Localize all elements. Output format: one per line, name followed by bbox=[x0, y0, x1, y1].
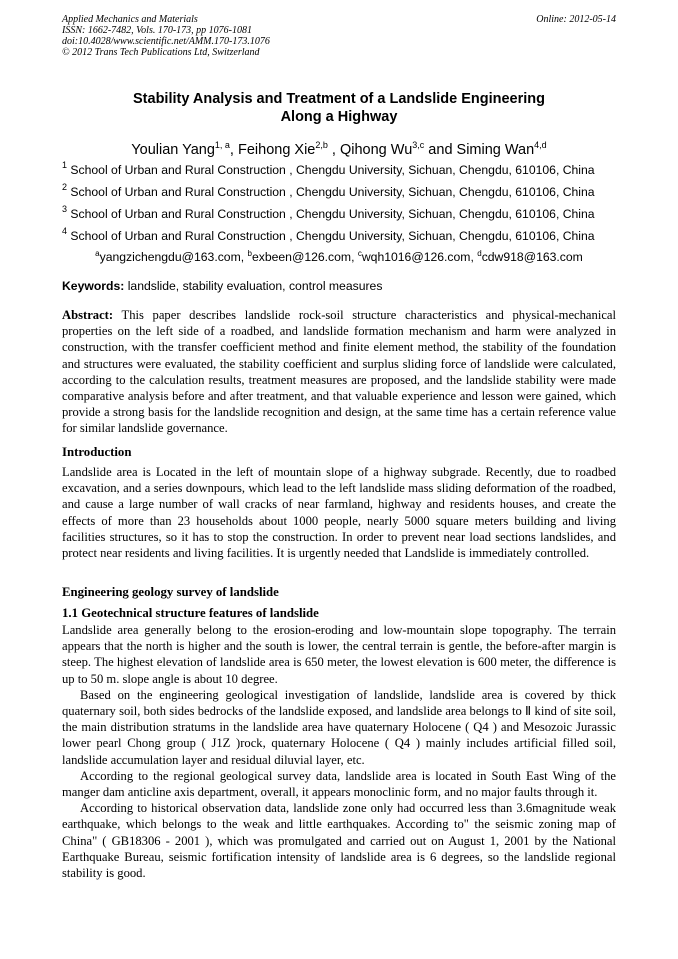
geology-body bbox=[62, 622, 616, 881]
paragraph: According to the regional geological survey data, landslide area is located in South East Wing of the manger dam anticline axis department, overall, it appears monoclinic form, and no major faults through it. bbox=[62, 768, 616, 800]
affiliation bbox=[62, 204, 622, 221]
email-superscript: a bbox=[95, 249, 100, 258]
journal-name: Applied Mechanics and Materials bbox=[62, 14, 198, 25]
affiliation bbox=[62, 182, 622, 199]
journal-header bbox=[62, 14, 616, 58]
email-address[interactable]: cdw918@163.com bbox=[481, 250, 583, 264]
email-address[interactable]: wqh1016@126.com bbox=[361, 250, 471, 264]
doi-line[interactable]: doi:10.4028/www.scientific.net/AMM.170-173.1076 bbox=[62, 36, 270, 47]
author-name: Qihong Wu bbox=[339, 142, 413, 158]
affiliation-number: 1 bbox=[62, 160, 68, 170]
affiliation-text: School of Urban and Rural Construction , Chengdu University, Sichuan, Chengdu, 610106, China bbox=[70, 207, 595, 221]
affiliation-text: School of Urban and Rural Construction , Chengdu University, Sichuan, Chengdu, 610106, China bbox=[70, 185, 595, 199]
online-date: Online: 2012-05-14 bbox=[536, 14, 616, 25]
author-list: Youlian Yang$^{1, a}$, Feihong Xie$^{2,b}$ , Qihong Wu$^{3,c}$ and Siming Wan$^{4,d}$ bbox=[131, 140, 547, 158]
affiliation-number: 3 bbox=[62, 204, 68, 214]
affiliation-number: 2 bbox=[62, 182, 68, 192]
affiliation-text: School of Urban and Rural Construction , Chengdu University, Sichuan, Chengdu, 610106, China bbox=[70, 163, 595, 177]
paragraph: Based on the engineering geological investigation of landslide, landslide area is covered by thick quaternary soil, both sides bedrocks of the landslide exposed, and landslide area belongs to Ⅱ kind of site soil, the main distribution stratums in the landslide area have quaternary Holocene ( Q4 ) and Mesozoic Jurassic lower pearl Chong group ( J1Z )rock, quaternary Holocene ( Q4 ) mainly includes artificial filled soil, landslide accumulation layer and residual diluvial layer, etc. bbox=[62, 687, 616, 767]
paragraph: Landslide area generally belong to the erosion-eroding and low-mountain slope topography. The terrain appears that the north is higher and the south is lower, the central terrain is gentle, the before-after margin is steep. The highest elevation of landslide area is 650 meter, the lowest elevation is 600 meter, the difference is up to 50 m. slope angle is about 10 degree. bbox=[62, 623, 616, 686]
paragraph: According to historical observation data, landslide zone only had occurred less than 3.6magnitude weak earthquake, which belongs to the weak and little earthquakes. According to" the seismic zoning map of China" ( GB18306 - 2001 ), which was promulgated and carried out on August 1, 2001 by the National Earthquake Bureau, seismic fortification intensity of landslide area is 6 degrees, so the landslide regional stability is good. bbox=[62, 801, 616, 881]
email-superscript: d bbox=[477, 249, 482, 258]
author-superscript: 2,b bbox=[315, 140, 328, 150]
affiliation bbox=[62, 160, 622, 177]
abstract-label: Abstract: bbox=[62, 308, 114, 322]
copyright-line: © 2012 Trans Tech Publications Ltd, Switzerland bbox=[62, 47, 260, 58]
email-superscript: b bbox=[247, 249, 252, 258]
abstract bbox=[62, 307, 616, 437]
subsection-heading: 1.1 Geotechnical structure features of landslide bbox=[62, 606, 319, 620]
abstract-text: This paper describes landslide rock-soil structure characteristics and physical-mechanical properties on the left side of a roadbed, and landslide formation mechanism and harm were analyzed in construction, with the transfer coefficient method and finite element method, the stability of the foundation and structures were evaluated, the stability coefficient and surplus sliding force of landslide were calculated, according to the calculation results, treatment measures are proposed, and the landslide stability were made comparative analysis before and after treatment, and that valuable experience and lesson were gained, which provide a strong basis for the landslide recognition and design, at the same time has a certain reference value for similar landslide governance. bbox=[62, 308, 616, 436]
author-emails: $^a$yangzichengdu@163.com, $^b$exbeen@126.com, $^c$wqh1016@126.com, $^d$cdw918@163.com bbox=[95, 249, 583, 264]
introduction-body bbox=[62, 464, 616, 561]
section-heading-geology: Engineering geology survey of landslide bbox=[62, 585, 279, 599]
keywords-label: Keywords: bbox=[62, 279, 125, 293]
affiliation bbox=[62, 226, 622, 243]
email-address[interactable]: exbeen@126.com bbox=[251, 250, 352, 264]
issn-line: ISSN: 1662-7482, Vols. 170-173, pp 1076-1081 bbox=[62, 25, 252, 36]
affiliation-text: School of Urban and Rural Construction , Chengdu University, Sichuan, Chengdu, 610106, China bbox=[70, 229, 595, 243]
title-line-1: Stability Analysis and Treatment of a Landslide Engineering bbox=[133, 91, 545, 107]
email-address[interactable]: yangzichengdu@163.com bbox=[99, 250, 241, 264]
keywords bbox=[62, 279, 616, 293]
author-name: Siming Wan bbox=[456, 142, 535, 158]
author-name: Feihong Xie bbox=[237, 142, 316, 158]
keywords-text: landslide, stability evaluation, control measures bbox=[127, 279, 383, 293]
author-superscript: 4,d bbox=[534, 140, 547, 150]
affiliation-number: 4 bbox=[62, 226, 68, 236]
author-superscript: 3,c bbox=[412, 140, 425, 150]
author-name: Youlian Yang bbox=[131, 142, 215, 158]
section-heading-introduction: Introduction bbox=[62, 445, 132, 459]
paper-title bbox=[62, 90, 616, 126]
paragraph: Landslide area is Located in the left of mountain slope of a highway subgrade. Recently, due to roadbed excavation, and a series downpours, which lead to the left landslide mass sliding deformation of the roadbed, and cause a large number of wall cracks of near farmland, highway and residents houses, and create the effects of more than 23 households about 1000 people, nearly 5000 square meters building and living facilities structures, so it has to stop the construction. In order to prevent near load sections landslides, and protect near residents and living facilities. It is urgently needed that Landslide is immediately controlled. bbox=[62, 465, 616, 561]
email-superscript: c bbox=[357, 249, 362, 258]
title-line-2: Along a Highway bbox=[280, 109, 398, 125]
author-superscript: 1, a bbox=[214, 140, 230, 150]
